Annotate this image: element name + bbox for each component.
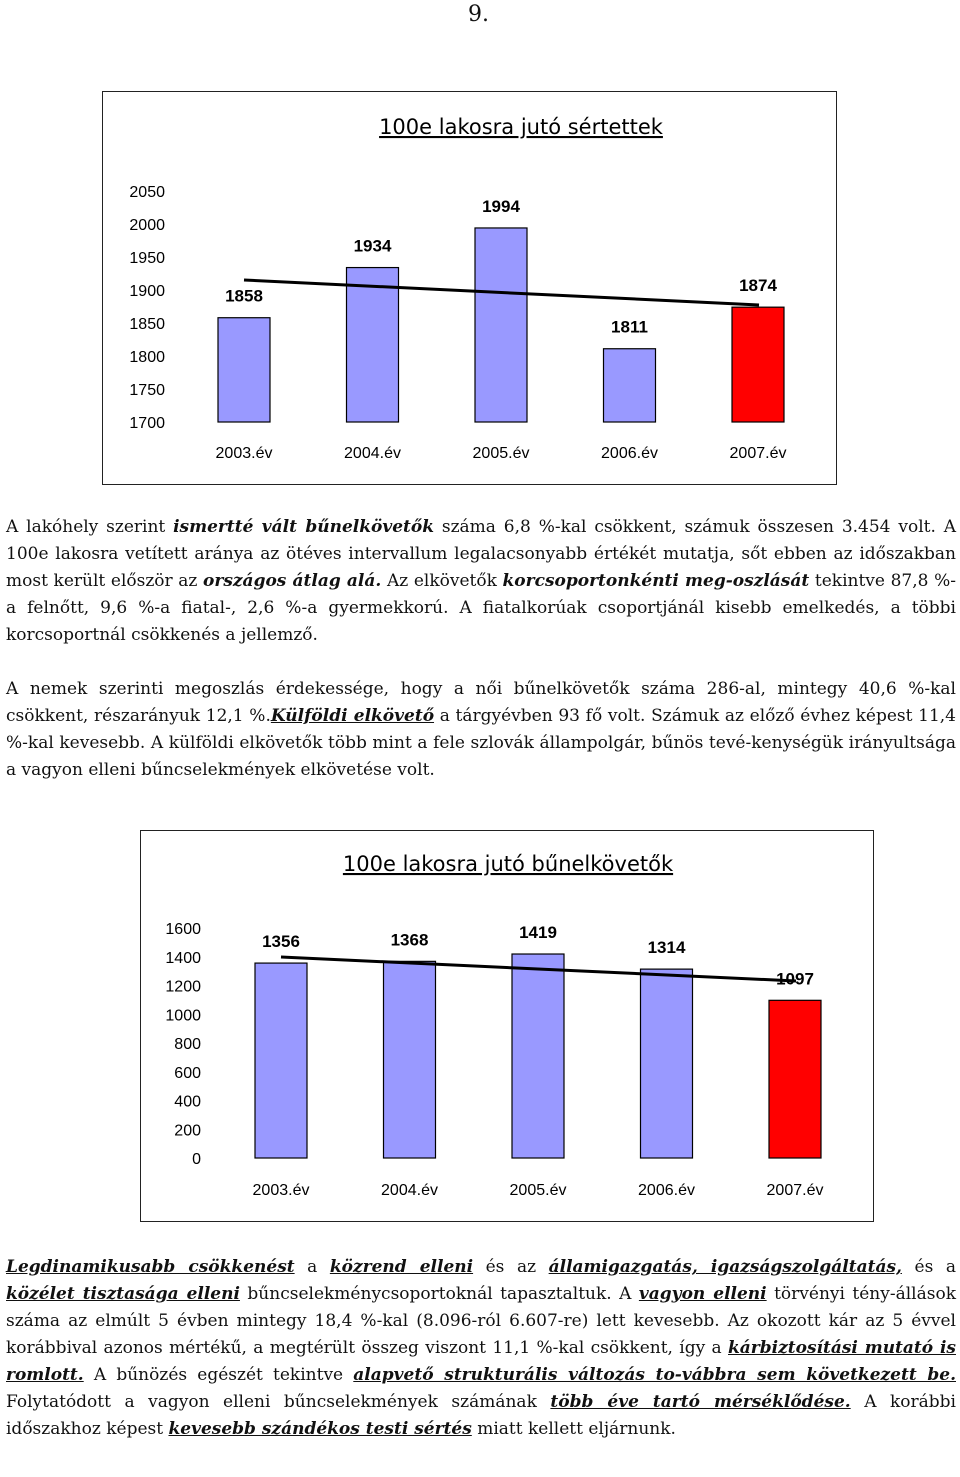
offenders-bar [512,954,564,1158]
text-run: tekintve 87,8 %-a felnőtt, 9,6 %-a fiatal-, 2,6 %-a gyermekkorú. A fiatalkorúak csoportjánál kisebb emelkedés, a többi korcsoportnál csökkenés a jellemző. [6,571,956,645]
victims-category-label: 2007.év [729,445,787,462]
victims-category-label: 2005.év [472,445,530,462]
offenders-ytick-label: 400 [174,1093,201,1111]
emphasis-run: kevesebb szándékos testi sértés [168,1419,472,1439]
victims-bar [347,268,399,422]
victims-data-label: 1811 [611,317,648,337]
emphasis-run: több éve tartó mérséklődése. [550,1392,851,1412]
offenders-ytick-label: 1400 [165,949,201,967]
text-run: a tárgyévben 93 fő volt. Számuk az előző évhez képest 11,4 %-kal kevesebb. A külföldi elkövetők több mint a fele szlovák állampolgár, bűnös tevé-kenységük irányultsága a vagyon elleni bűncselekmények elkövetése volt. [6,706,956,780]
emphasis-run: Külföldi elkövető [270,706,435,726]
offenders-bar [384,961,436,1158]
victims-ytick-label: 1700 [129,415,165,432]
offenders-chart-svg [141,831,873,1221]
offenders-bar [641,969,693,1158]
paragraph-offenders-by-residence [6,514,956,649]
victims-bar [604,349,656,422]
offenders-ytick-label: 1000 [165,1007,201,1025]
emphasis-run: ismertté vált bűnelkövetők [173,517,435,537]
victims-ytick-label: 1900 [129,283,165,300]
offenders-ytick-label: 600 [174,1064,201,1082]
text-run: és az [473,1257,549,1277]
emphasis-run: kárbiztosítási mutató is romlott. [6,1338,956,1385]
emphasis-run: közélet tisztasága elleni [6,1284,240,1304]
text-run: a [294,1257,330,1277]
offenders-chart-title: 100e lakosra jutó bűnelkövetők [342,852,674,876]
victims-category-label: 2006.év [601,445,658,462]
victims-ytick-label: 2050 [129,184,165,201]
offenders-data-label: 1097 [776,969,814,989]
text-run: A bűnözés egészét tekintve [83,1365,354,1385]
offenders-chart [140,830,874,1222]
victims-data-label: 1874 [739,276,777,296]
text-run: törvényi tény-állások száma az elmúlt 5 évben mintegy 18,4 %-kal (8.096-ról 6.607-re) lett kevesebb. Az okozott kár az 5 évvel korábbival azonos mértékű, a megtérült összeg viszont 11,1 %-kal csökkent, így a [6,1284,957,1358]
offenders-data-label: 1314 [647,938,686,958]
victims-bar [218,318,270,422]
emphasis-run: államigazgatás, igazságszolgáltatás, [548,1257,902,1277]
page-number: 9. [468,2,489,27]
text-run: Az elkövetők [381,571,503,591]
victims-ytick-label: 1850 [129,316,165,333]
text-run: száma 6,8 %-kal csökkent, számuk összesen 3.454 volt. A 100e lakosra vetített aránya az ötéves intervallum legalacsonyabb értékét mutatja, sőt ebben az időszakban most került először az [6,517,956,591]
offenders-data-label: 1419 [519,923,557,943]
victims-ytick-label: 1800 [129,349,165,366]
emphasis-run: vagyon elleni [638,1284,767,1304]
text-run: A nemek szerinti megoszlás érdekessége, hogy a női bűnelkövetők száma 286-al, mintegy 40,6 %-kal csökkent, részarányuk 12,1 %. [6,679,956,726]
text-run: Folytatódott a vagyon elleni bűncselekmények számának [6,1392,551,1412]
victims-ytick-label: 2000 [129,217,165,234]
victims-chart [102,91,837,485]
emphasis-run: Legdinamikusabb csökkenést [6,1257,295,1277]
offenders-category-label: 2003.év [252,1182,310,1199]
victims-bar [475,228,527,422]
offenders-ytick-label: 0 [192,1151,201,1168]
victims-chart-title: 100e lakosra jutó sértettek [379,115,663,139]
victims-bar [732,307,784,422]
offenders-category-label: 2007.év [766,1182,824,1199]
victims-data-label: 1994 [482,196,520,216]
offenders-category-label: 2004.év [381,1182,438,1199]
text-run: miatt kellett eljárnunk. [471,1419,676,1439]
text-run: A lakóhely szerint [6,517,174,537]
emphasis-run: közrend elleni [329,1257,474,1277]
offenders-data-label: 1368 [390,930,429,950]
victims-data-label: 1934 [353,236,392,256]
offenders-bar [769,1000,821,1158]
emphasis-run: korcsoportonkénti meg-oszlását [502,571,810,591]
victims-ytick-label: 1950 [129,250,165,267]
offenders-ytick-label: 200 [174,1122,201,1140]
paragraph-crime-structure [6,1254,956,1443]
victims-chart-svg [103,92,836,484]
offenders-ytick-label: 1200 [165,978,201,996]
text-run: és a [901,1257,956,1277]
paragraph-gender-and-foreign [6,676,956,784]
offenders-bar [255,963,307,1158]
victims-category-label: 2004.év [344,445,401,462]
offenders-category-label: 2005.év [509,1182,567,1199]
emphasis-run: országos átlag alá. [203,571,382,591]
victims-category-label: 2003.év [215,445,273,462]
offenders-category-label: 2006.év [638,1182,695,1199]
victims-data-label: 1858 [225,286,263,306]
emphasis-run: alapvető strukturális változás to-vábbra sem következett be. [353,1365,956,1385]
offenders-ytick-label: 1600 [165,921,201,938]
text-run: bűncselekménycsoportoknál tapasztaltuk. A [239,1284,639,1304]
victims-ytick-label: 1750 [129,382,165,399]
offenders-ytick-label: 800 [174,1036,201,1053]
text-run: A korábbi időszakhoz képest [6,1392,956,1439]
offenders-data-label: 1356 [262,932,300,952]
